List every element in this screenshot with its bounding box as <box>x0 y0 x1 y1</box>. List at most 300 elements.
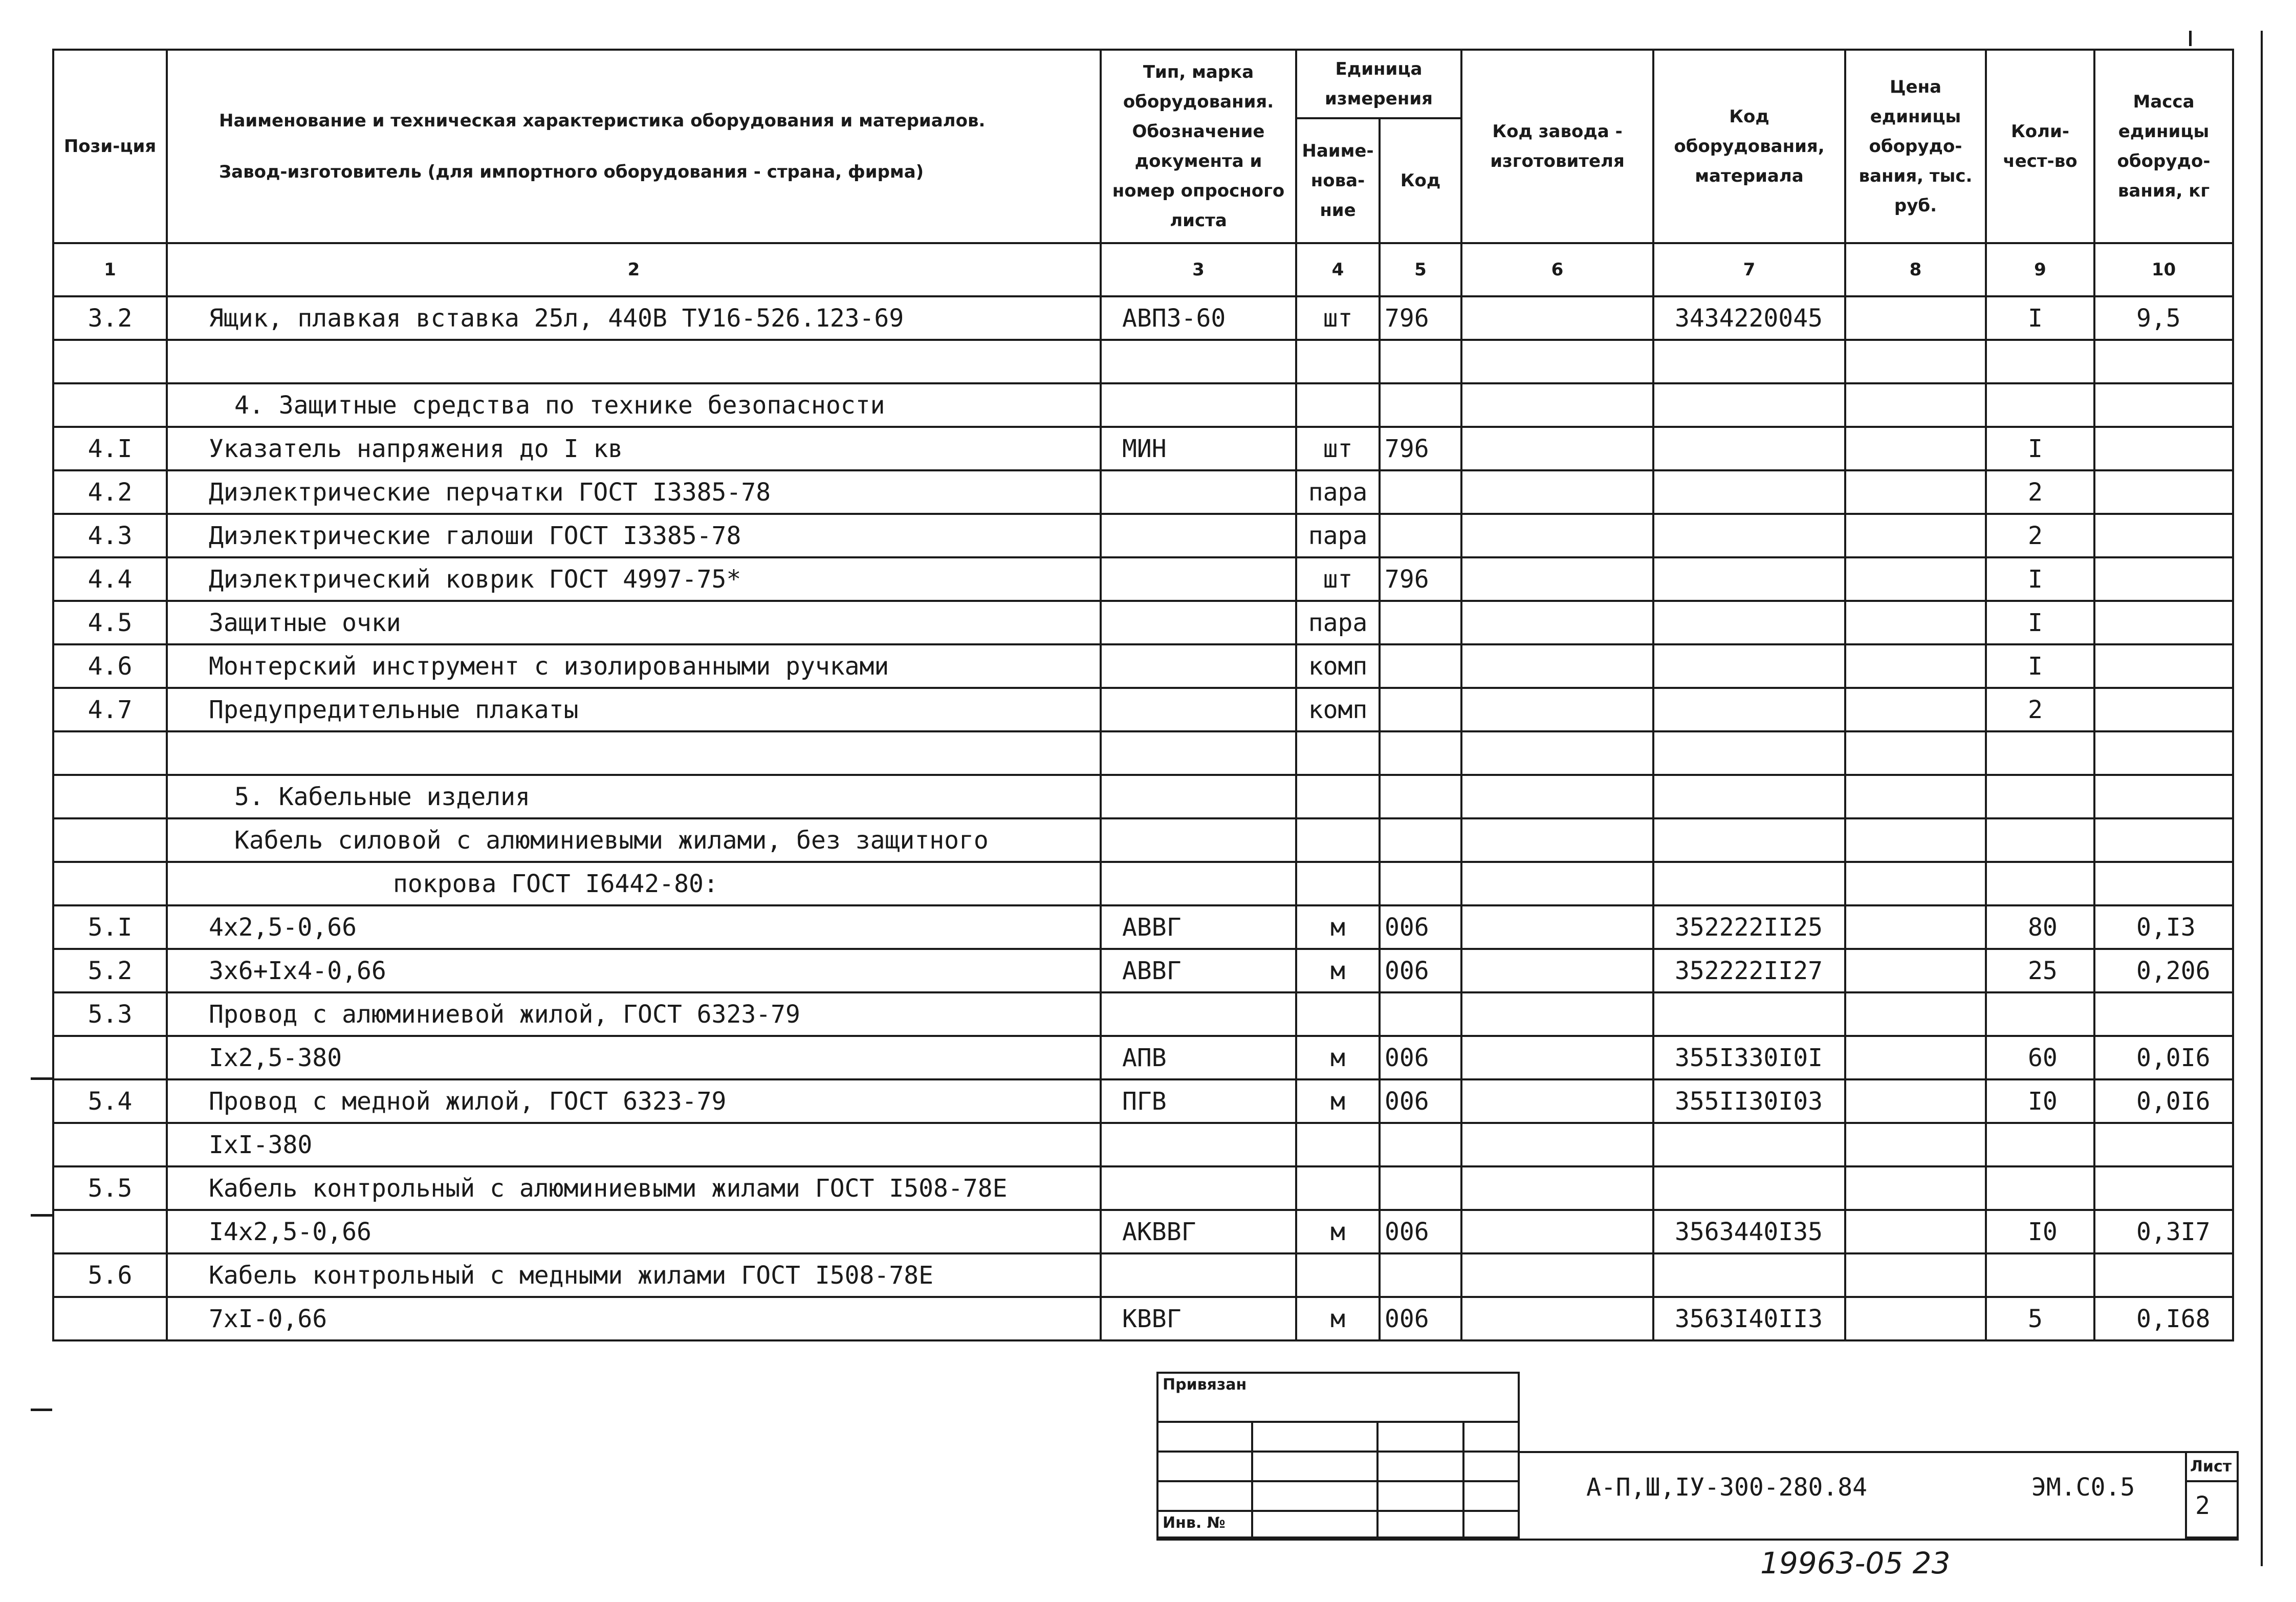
cell-pos <box>53 1210 167 1253</box>
cell-pos <box>53 1123 167 1166</box>
grid-line <box>1462 1421 1464 1539</box>
table-row <box>53 905 2233 949</box>
cell-qty: I0 <box>1986 1210 2094 1253</box>
cell-factory <box>1461 1166 1653 1210</box>
cell-pos <box>53 1297 167 1340</box>
cell-qty <box>1986 1253 2094 1297</box>
cell-mass <box>2094 383 2233 427</box>
sheet-number: 2 <box>2195 1491 2210 1520</box>
cell-unit: м <box>1296 1036 1380 1079</box>
cell-pos <box>53 731 167 775</box>
cell-mat: 355I330I0I <box>1653 1036 1845 1079</box>
frame-line <box>1518 1451 2239 1453</box>
cell-price <box>1845 1253 1986 1297</box>
cell-name <box>167 340 1101 383</box>
header-position: Пози-ция <box>53 50 167 243</box>
cell-factory <box>1461 470 1653 514</box>
cell-type <box>1101 688 1296 731</box>
cell-code <box>1380 1253 1461 1297</box>
cell-pos: 5.3 <box>53 992 167 1036</box>
cell-code <box>1380 1123 1461 1166</box>
cell-name: 7xI-0,66 <box>167 1297 1101 1340</box>
cell-name: Монтерский инструмент с изолированными ручками <box>167 644 1101 688</box>
cell-mat <box>1653 818 1845 862</box>
column-number: 1 <box>53 243 167 296</box>
cell-type: АВВГ <box>1101 949 1296 992</box>
cell-pos: 5.2 <box>53 949 167 992</box>
cell-qty: I <box>1986 601 2094 644</box>
cell-name: Защитные очки <box>167 601 1101 644</box>
table-row <box>53 514 2233 557</box>
frame-border-right <box>2261 31 2263 1566</box>
grid-line <box>1156 1510 1520 1512</box>
cell-mass <box>2094 1123 2233 1166</box>
table-row <box>53 557 2233 601</box>
cell-qty: I0 <box>1986 1079 2094 1123</box>
table-row <box>53 1123 2233 1166</box>
cell-name: Кабель силовой с алюминиевыми жилами, без защитного <box>167 818 1101 862</box>
cell-code: 006 <box>1380 1079 1461 1123</box>
cell-type: АПВ <box>1101 1036 1296 1079</box>
cell-pos: 5.6 <box>53 1253 167 1297</box>
table-row <box>53 601 2233 644</box>
header-unit-group: Единица измерения <box>1296 50 1461 118</box>
cell-price <box>1845 514 1986 557</box>
table-body <box>53 296 2233 1340</box>
cell-price <box>1845 470 1986 514</box>
cell-mass <box>2094 340 2233 383</box>
cell-name: Провод с медной жилой, ГОСТ 6323-79 <box>167 1079 1101 1123</box>
cell-name: 4x2,5-0,66 <box>167 905 1101 949</box>
table-row <box>53 1079 2233 1123</box>
cell-factory <box>1461 383 1653 427</box>
cell-factory <box>1461 1079 1653 1123</box>
cell-factory <box>1461 818 1653 862</box>
cell-factory <box>1461 296 1653 340</box>
cell-type: ПГВ <box>1101 1079 1296 1123</box>
table-row <box>53 383 2233 427</box>
cell-price <box>1845 296 1986 340</box>
cell-price <box>1845 1210 1986 1253</box>
cell-pos: 5.I <box>53 905 167 949</box>
cell-code: 006 <box>1380 1210 1461 1253</box>
cell-qty: 2 <box>1986 688 2094 731</box>
cell-price <box>1845 1166 1986 1210</box>
cell-mat <box>1653 775 1845 818</box>
column-number: 2 <box>167 243 1101 296</box>
cell-mat <box>1653 1123 1845 1166</box>
margin-tick <box>31 1077 52 1080</box>
cell-mat <box>1653 688 1845 731</box>
cell-name: Диэлектрические галоши ГОСТ I3385-78 <box>167 514 1101 557</box>
cell-mass <box>2094 688 2233 731</box>
table-row <box>53 818 2233 862</box>
cell-unit: шт <box>1296 296 1380 340</box>
header-name-line1: Наименование и техническая характеристика оборудования и материалов. <box>219 111 986 131</box>
cell-mat <box>1653 514 1845 557</box>
cell-qty <box>1986 775 2094 818</box>
cell-mat: 352222II27 <box>1653 949 1845 992</box>
title-block <box>1156 1372 2239 1541</box>
header-row-1 <box>53 50 2233 118</box>
grid-line <box>1156 1480 1520 1482</box>
cell-code <box>1380 644 1461 688</box>
cell-qty <box>1986 1123 2094 1166</box>
cell-name: 3x6+Ix4-0,66 <box>167 949 1101 992</box>
handwritten-archive-number: 19963-05 23 <box>1760 1546 1951 1581</box>
cell-factory <box>1461 1123 1653 1166</box>
column-number: 3 <box>1101 243 1296 296</box>
cell-mass <box>2094 427 2233 470</box>
cell-mass: 0,I68 <box>2094 1297 2233 1340</box>
cell-type <box>1101 557 1296 601</box>
cell-pos <box>53 383 167 427</box>
cell-mass <box>2094 992 2233 1036</box>
cell-code <box>1380 601 1461 644</box>
cell-mat <box>1653 383 1845 427</box>
cell-code: 006 <box>1380 1297 1461 1340</box>
cell-price <box>1845 992 1986 1036</box>
cell-mass <box>2094 818 2233 862</box>
cell-name: Кабель контрольный с алюминиевыми жилами ГОСТ I508-78Е <box>167 1166 1101 1210</box>
cell-factory <box>1461 775 1653 818</box>
cell-code <box>1380 775 1461 818</box>
cell-factory <box>1461 1210 1653 1253</box>
cell-mat: 3563440I35 <box>1653 1210 1845 1253</box>
cell-price <box>1845 1123 1986 1166</box>
cell-pos <box>53 862 167 905</box>
cell-name: Указатель напряжения до I кв <box>167 427 1101 470</box>
cell-unit <box>1296 1123 1380 1166</box>
cell-mass: 0,0I6 <box>2094 1036 2233 1079</box>
cell-price <box>1845 949 1986 992</box>
cell-type <box>1101 1166 1296 1210</box>
column-number: 10 <box>2094 243 2233 296</box>
cell-mat <box>1653 992 1845 1036</box>
cell-code <box>1380 1166 1461 1210</box>
cell-unit: м <box>1296 905 1380 949</box>
cell-price <box>1845 1297 1986 1340</box>
cell-mat <box>1653 601 1845 644</box>
cell-code: 796 <box>1380 557 1461 601</box>
cell-mass: 0,0I6 <box>2094 1079 2233 1123</box>
cell-mat <box>1653 644 1845 688</box>
table-row <box>53 862 2233 905</box>
cell-name: Предупредительные плакаты <box>167 688 1101 731</box>
cell-pos: 4.7 <box>53 688 167 731</box>
cell-mass <box>2094 731 2233 775</box>
cell-type <box>1101 340 1296 383</box>
cell-qty <box>1986 340 2094 383</box>
cell-unit: пара <box>1296 470 1380 514</box>
cell-price <box>1845 340 1986 383</box>
cell-pos: 4.3 <box>53 514 167 557</box>
cell-factory <box>1461 905 1653 949</box>
cell-mat <box>1653 470 1845 514</box>
cell-pos <box>53 340 167 383</box>
cell-code <box>1380 514 1461 557</box>
table-row <box>53 775 2233 818</box>
cell-code <box>1380 862 1461 905</box>
cell-price <box>1845 427 1986 470</box>
cell-qty: 2 <box>1986 470 2094 514</box>
cell-pos: 3.2 <box>53 296 167 340</box>
cell-unit <box>1296 1253 1380 1297</box>
header-mass: Масса единицы оборудо-вания, кг <box>2094 50 2233 243</box>
cell-code: 006 <box>1380 949 1461 992</box>
cell-qty <box>1986 731 2094 775</box>
cell-mass: 0,3I7 <box>2094 1210 2233 1253</box>
cell-price <box>1845 731 1986 775</box>
cell-factory <box>1461 949 1653 992</box>
cell-price <box>1845 905 1986 949</box>
cell-qty <box>1986 1166 2094 1210</box>
cell-mat <box>1653 731 1845 775</box>
cell-unit: м <box>1296 1079 1380 1123</box>
cell-qty: 5 <box>1986 1297 2094 1340</box>
grid-line <box>1376 1421 1379 1539</box>
cell-type: АВПЗ-60 <box>1101 296 1296 340</box>
cell-factory <box>1461 862 1653 905</box>
cell-factory <box>1461 688 1653 731</box>
cell-type: АКВВГ <box>1101 1210 1296 1253</box>
table-row <box>53 470 2233 514</box>
cell-qty: 2 <box>1986 514 2094 557</box>
table-row <box>53 731 2233 775</box>
cell-type <box>1101 818 1296 862</box>
specification-table <box>52 49 2234 1341</box>
cell-name: I4x2,5-0,66 <box>167 1210 1101 1253</box>
cell-mass <box>2094 470 2233 514</box>
cell-factory <box>1461 427 1653 470</box>
cell-unit <box>1296 383 1380 427</box>
cell-type: АВВГ <box>1101 905 1296 949</box>
table-row <box>53 1166 2233 1210</box>
cell-type <box>1101 470 1296 514</box>
cell-code <box>1380 992 1461 1036</box>
cell-unit <box>1296 862 1380 905</box>
cell-type <box>1101 775 1296 818</box>
cell-code <box>1380 470 1461 514</box>
cell-name: Ix2,5-380 <box>167 1036 1101 1079</box>
cell-unit: комп <box>1296 644 1380 688</box>
cell-unit <box>1296 1166 1380 1210</box>
cell-mass <box>2094 775 2233 818</box>
cell-pos: 4.5 <box>53 601 167 644</box>
header-material-code: Код оборудования, материала <box>1653 50 1845 243</box>
column-number: 9 <box>1986 243 2094 296</box>
cell-unit <box>1296 992 1380 1036</box>
cell-type: КВВГ <box>1101 1297 1296 1340</box>
cell-qty: 80 <box>1986 905 2094 949</box>
cell-mass <box>2094 1253 2233 1297</box>
cell-pos: 4.I <box>53 427 167 470</box>
cell-unit: м <box>1296 1297 1380 1340</box>
cell-code <box>1380 688 1461 731</box>
sheet-label: Лист <box>2190 1458 2232 1476</box>
cell-unit: пара <box>1296 601 1380 644</box>
cell-price <box>1845 1079 1986 1123</box>
cell-mat <box>1653 557 1845 601</box>
header-name <box>167 50 1101 243</box>
cell-factory <box>1461 601 1653 644</box>
column-number: 6 <box>1461 243 1653 296</box>
cell-name <box>167 731 1101 775</box>
table-row <box>53 296 2233 340</box>
cell-mat <box>1653 340 1845 383</box>
cell-unit: шт <box>1296 557 1380 601</box>
cell-mat <box>1653 1253 1845 1297</box>
cell-qty: I <box>1986 557 2094 601</box>
cell-unit: м <box>1296 1210 1380 1253</box>
cell-unit <box>1296 818 1380 862</box>
cell-pos: 4.6 <box>53 644 167 688</box>
table-row <box>53 1297 2233 1340</box>
cell-type <box>1101 514 1296 557</box>
cell-price <box>1845 383 1986 427</box>
cell-mat <box>1653 1166 1845 1210</box>
frame-line <box>2185 1480 2239 1482</box>
cell-pos <box>53 818 167 862</box>
cell-type <box>1101 992 1296 1036</box>
column-number: 7 <box>1653 243 1845 296</box>
cell-name: 5. Кабельные изделия <box>167 775 1101 818</box>
cell-name: покрова ГОСТ I6442-80: <box>167 862 1101 905</box>
table-row <box>53 340 2233 383</box>
cell-pos: 5.4 <box>53 1079 167 1123</box>
header-unit-name: Наиме-нова-ние <box>1296 118 1380 243</box>
cell-type <box>1101 601 1296 644</box>
cell-price <box>1845 688 1986 731</box>
cell-unit <box>1296 340 1380 383</box>
frame-top-mark <box>2189 31 2192 46</box>
cell-mass <box>2094 557 2233 601</box>
cell-unit <box>1296 731 1380 775</box>
cell-unit <box>1296 775 1380 818</box>
cell-unit: комп <box>1296 688 1380 731</box>
cell-factory <box>1461 340 1653 383</box>
cell-code: 006 <box>1380 905 1461 949</box>
cell-qty: 60 <box>1986 1036 2094 1079</box>
header-unit-code: Код <box>1380 118 1461 243</box>
cell-mass <box>2094 644 2233 688</box>
cell-mass <box>2094 514 2233 557</box>
cell-qty: I <box>1986 296 2094 340</box>
cell-type: МИН <box>1101 427 1296 470</box>
cell-unit: м <box>1296 949 1380 992</box>
cell-mass: 9,5 <box>2094 296 2233 340</box>
column-number-row <box>53 243 2233 296</box>
column-number: 5 <box>1380 243 1461 296</box>
column-number: 8 <box>1845 243 1986 296</box>
cell-pos: 4.2 <box>53 470 167 514</box>
cell-type <box>1101 1253 1296 1297</box>
cell-pos: 5.5 <box>53 1166 167 1210</box>
cell-mass: 0,I3 <box>2094 905 2233 949</box>
header-quantity: Коли-чест-во <box>1986 50 2094 243</box>
cell-qty: I <box>1986 644 2094 688</box>
cell-mass <box>2094 1166 2233 1210</box>
cell-mass <box>2094 601 2233 644</box>
cell-price <box>1845 601 1986 644</box>
cell-code <box>1380 818 1461 862</box>
grid-line <box>1156 1451 1520 1453</box>
frame-line <box>1156 1539 2239 1541</box>
header-factory-code: Код завода - изготовителя <box>1461 50 1653 243</box>
cell-type <box>1101 383 1296 427</box>
cell-price <box>1845 775 1986 818</box>
inventory-number-label: Инв. № <box>1163 1514 1226 1532</box>
cell-factory <box>1461 644 1653 688</box>
cell-factory <box>1461 1253 1653 1297</box>
cell-name: Кабель контрольный с медными жилами ГОСТ I508-78Е <box>167 1253 1101 1297</box>
cell-price <box>1845 1036 1986 1079</box>
grid-line <box>1251 1421 1253 1539</box>
cell-name: Провод с алюминиевой жилой, ГОСТ 6323-79 <box>167 992 1101 1036</box>
cell-factory <box>1461 1297 1653 1340</box>
cell-factory <box>1461 557 1653 601</box>
cell-name: IxI-380 <box>167 1123 1101 1166</box>
cell-name: Ящик, плавкая вставка 25л, 440В ТУ16-526.123-69 <box>167 296 1101 340</box>
cell-mat: 3434220045 <box>1653 296 1845 340</box>
header-price: Цена единицы оборудо-вания, тыс. руб. <box>1845 50 1986 243</box>
cell-factory <box>1461 514 1653 557</box>
cell-factory <box>1461 1036 1653 1079</box>
cell-pos <box>53 775 167 818</box>
cell-unit: пара <box>1296 514 1380 557</box>
table-row <box>53 1210 2233 1253</box>
table-row <box>53 1036 2233 1079</box>
table-row <box>53 688 2233 731</box>
table-row <box>53 644 2233 688</box>
table-row <box>53 427 2233 470</box>
cell-mat: 355II30I03 <box>1653 1079 1845 1123</box>
margin-tick <box>31 1214 52 1217</box>
cell-mat: 352222II25 <box>1653 905 1845 949</box>
cell-type <box>1101 862 1296 905</box>
cell-qty: I <box>1986 427 2094 470</box>
header-name-line2: Завод-изготовитель (для импортного оборудования - страна, фирма) <box>219 162 924 182</box>
cell-name: 4. Защитные средства по технике безопасности <box>167 383 1101 427</box>
cell-code: 006 <box>1380 1036 1461 1079</box>
cell-unit: шт <box>1296 427 1380 470</box>
cell-factory <box>1461 731 1653 775</box>
cell-pos <box>53 1036 167 1079</box>
cell-price <box>1845 557 1986 601</box>
cell-type <box>1101 644 1296 688</box>
cell-price <box>1845 862 1986 905</box>
cell-code: 796 <box>1380 427 1461 470</box>
document-code: А-П,Ш,IУ-300-280.84 <box>1586 1473 1868 1502</box>
cell-code <box>1380 340 1461 383</box>
cell-pos: 4.4 <box>53 557 167 601</box>
cell-qty: 25 <box>1986 949 2094 992</box>
header-type: Тип, марка оборудования. Обозначение документа и номер опросного листа <box>1101 50 1296 243</box>
sheet-code: ЭМ.С0.5 <box>2031 1473 2135 1502</box>
table-row <box>53 992 2233 1036</box>
cell-name: Диэлектрический коврик ГОСТ 4997-75* <box>167 557 1101 601</box>
cell-qty <box>1986 818 2094 862</box>
cell-mass <box>2094 862 2233 905</box>
cell-qty <box>1986 383 2094 427</box>
cell-qty <box>1986 862 2094 905</box>
cell-mat <box>1653 862 1845 905</box>
cell-type <box>1101 1123 1296 1166</box>
cell-code <box>1380 731 1461 775</box>
cell-code <box>1380 383 1461 427</box>
privyazan-label: Привязан <box>1163 1376 1247 1394</box>
cell-mass: 0,206 <box>2094 949 2233 992</box>
